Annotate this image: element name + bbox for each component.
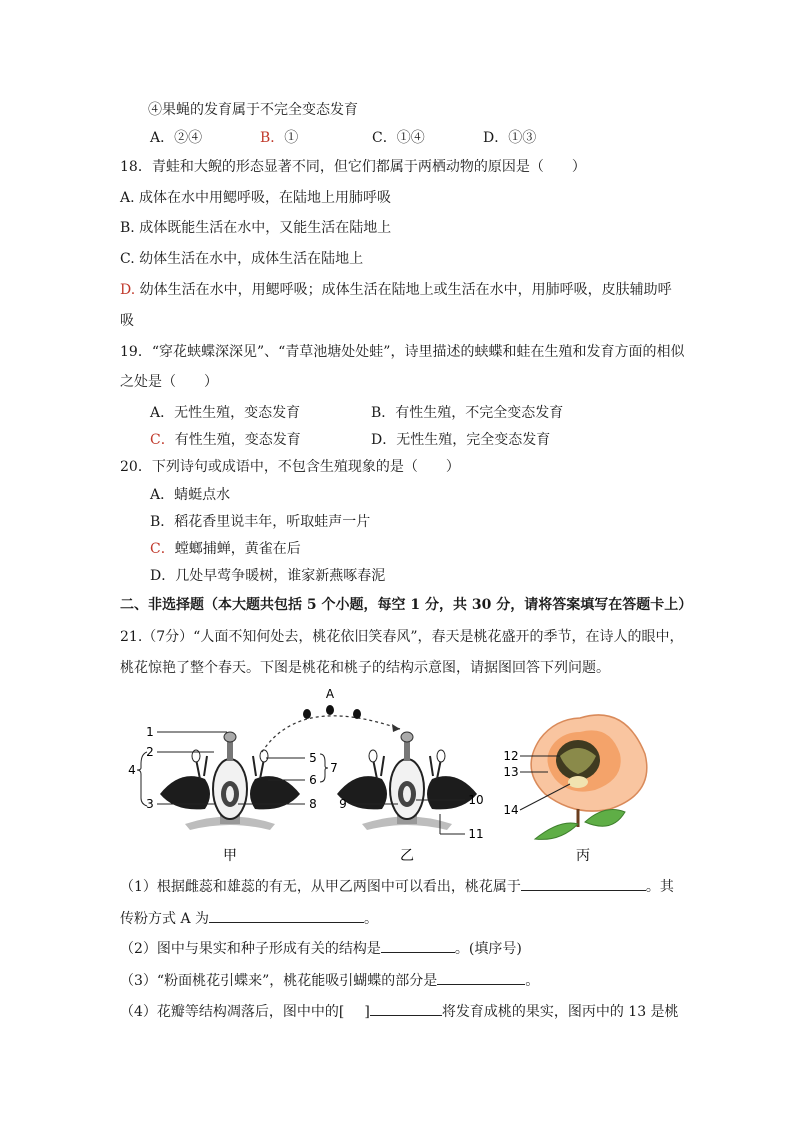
answer-blank-2[interactable] xyxy=(209,908,364,923)
label-6: 6 xyxy=(309,773,317,787)
q19-stem-line2: 之处是（ ） xyxy=(120,374,218,390)
label-5: 5 xyxy=(309,751,317,765)
label-11: 11 xyxy=(468,827,484,841)
q20-stem: 20．下列诗句或成语中，不包含生殖现象的是（ ） xyxy=(120,459,460,475)
q19-option-d: D．无性生殖，完全变态发育 xyxy=(371,432,551,448)
q18-option-b: B. 成体既能生活在水中，又能生活在陆地上 xyxy=(120,220,392,236)
q20-option-a: A．蜻蜓点水 xyxy=(150,487,231,503)
q20-option-c: C．螳螂捕蝉，黄雀在后 xyxy=(150,541,301,557)
label-3: 3 xyxy=(146,797,154,811)
q17-option-b: B．① xyxy=(260,130,299,146)
label-9: 9 xyxy=(339,797,347,811)
pollination-arrow xyxy=(262,716,400,752)
q19-option-c: C．有性生殖，变态发育 xyxy=(150,432,301,448)
pollen-dot-1 xyxy=(303,709,311,719)
q19-stem-line1: 19．“穿花蛱蝶深深见”、“青草池塘处处蛙”，诗里描述的蛱蝶和蛙在生殖和发育方面的相似 xyxy=(120,344,685,360)
pollen-dot-2 xyxy=(326,705,334,715)
pollen-dot-3 xyxy=(353,709,361,719)
q21-part2: （2）图中与果实和种子形成有关的结构是 。(填序号) xyxy=(120,938,522,959)
flower-jia xyxy=(137,732,328,830)
q19-option-a: A．无性生殖，变态发育 xyxy=(150,405,301,421)
label-14: 14 xyxy=(503,803,519,817)
label-13: 13 xyxy=(503,765,519,779)
q17-option-c: C．①④ xyxy=(372,130,425,146)
q21-part1-line1: （1）根据雌蕊和雄蕊的有无，从甲乙两图中可以看出，桃花属于 。其 xyxy=(120,876,674,897)
label-8: 8 xyxy=(309,797,317,811)
q17-option-a: A．②④ xyxy=(150,130,203,146)
q21-part3: （3）“粉面桃花引蝶来”，桃花能吸引蝴蝶的部分是 。 xyxy=(120,970,539,991)
q21-stem-line2: 桃花惊艳了整个春天。下图是桃花和桃子的结构示意图，请据图回答下列问题。 xyxy=(120,660,610,676)
label-12: 12 xyxy=(503,749,519,763)
q17-option-d: D．①③ xyxy=(483,130,537,146)
q19-option-b: B．有性生殖，不完全变态发育 xyxy=(371,405,564,421)
q18-option-d: D. 幼体生活在水中，用鳃呼吸；成体生活在陆地上或生活在水中，用肺呼吸，皮肤辅助呼 xyxy=(120,282,672,298)
caption-jia: 甲 xyxy=(223,848,237,864)
section-2-heading: 二、非选择题（本大题共包括 5 个小题，每空 1 分，共 30 分，请将答案填写在答题卡上） xyxy=(120,597,693,613)
flower-yi xyxy=(337,732,477,834)
q21-stem-line1: 21.（7分）“人面不知何处去，桃花依旧笑春风”，春天是桃花盛开的季节，在诗人的眼中， xyxy=(120,629,684,645)
q18-option-c: C. 幼体生活在水中，成体生活在陆地上 xyxy=(120,251,364,267)
answer-blank-5[interactable] xyxy=(344,1002,364,1016)
q20-option-b: B．稻花香里说丰年，听取蛙声一片 xyxy=(150,514,371,530)
caption-bing: 丙 xyxy=(576,848,590,864)
label-4: 4 xyxy=(128,763,136,777)
q18-option-d-cont: 吸 xyxy=(120,313,134,329)
label-10: 10 xyxy=(468,793,484,807)
label-7: 7 xyxy=(330,761,338,775)
q21-part4: （4）花瓣等结构凋落后，图中中的[ ] 将发育成桃的果实，图丙中的 13 是桃 xyxy=(120,1001,679,1022)
q18-option-a: A. 成体在水中用鳃呼吸，在陆地上用肺呼吸 xyxy=(120,190,392,206)
answer-blank-1[interactable] xyxy=(521,876,646,891)
label-a: A xyxy=(325,687,335,701)
answer-blank-4[interactable] xyxy=(437,970,525,985)
label-2: 2 xyxy=(146,745,154,759)
q20-option-d: D．几处早莺争暖树，谁家新燕啄春泥 xyxy=(150,568,386,584)
peach-flower-diagram xyxy=(0,684,794,874)
caption-yi: 乙 xyxy=(400,848,414,864)
answer-blank-6[interactable] xyxy=(370,1001,442,1016)
q21-part1-line2: 传粉方式 A 为 。 xyxy=(120,908,378,929)
q18-stem: 18．青蛙和大鲵的形态显著不同，但它们都属于两栖动物的原因是（ ） xyxy=(120,159,586,175)
answer-blank-3[interactable] xyxy=(381,938,455,953)
peach-fruit xyxy=(520,715,647,839)
label-1: 1 xyxy=(146,725,154,739)
q17-statement-4: ④果蝇的发育属于不完全变态发育 xyxy=(148,102,358,118)
